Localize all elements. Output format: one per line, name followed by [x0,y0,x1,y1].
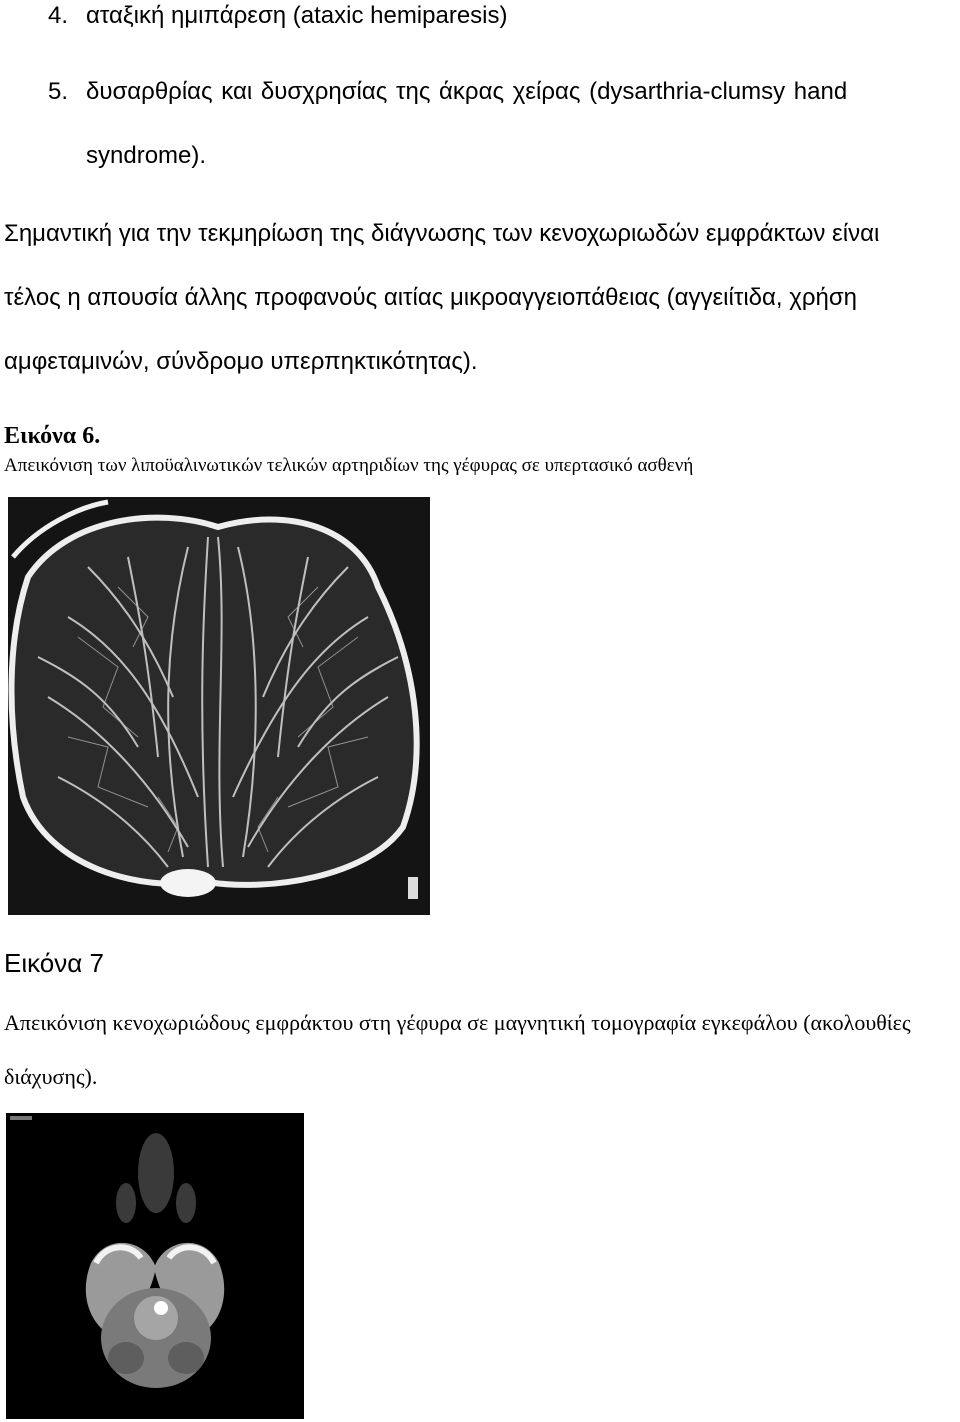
figure7-caption-line-2: διάχυσης). [4,1064,98,1089]
list-item-5-continuation: syndrome). [86,142,207,169]
list-item-5 [48,78,847,106]
list-item-text: δυσαρθρίας και δυσχρησίας της άκρας χείρας (dysarthria-clumsy hand [86,78,848,105]
figure6-image [8,497,430,915]
list-item-4 [48,2,508,30]
list-number: 4. [48,2,69,29]
figure7-image [6,1113,304,1419]
figure7-label: Εικόνα 7 [4,948,104,978]
figure6-label: Εικόνα 6. [4,423,101,449]
paragraph-line-2: τέλος η απουσία άλλης προφανούς αιτίας μικροαγγειοπάθειας (αγγειίτιδα, χρήση [4,284,857,311]
list-number: 5. [48,78,69,105]
figure7-caption-line-1: Απεικόνιση κενοχωριώδους εμφράκτου στη γέφυρα σε μαγνητική τομογραφία εγκεφάλου (ακολουθίες [4,1010,911,1035]
paragraph-line-3: αμφεταμινών, σύνδρομο υπερπηκτικότητας). [4,348,478,375]
paragraph-line-1: Σημαντική για την τεκμηρίωση της διάγνωσης των κενοχωριωδών εμφράκτων είναι [4,220,880,247]
list-item-text: αταξική ημιπάρεση (ataxic hemiparesis) [86,2,508,29]
figure6-caption: Απεικόνιση των λιποϋαλινωτικών τελικών αρτηριδίων της γέφυρας σε υπερτασικό ασθενή [4,455,694,476]
